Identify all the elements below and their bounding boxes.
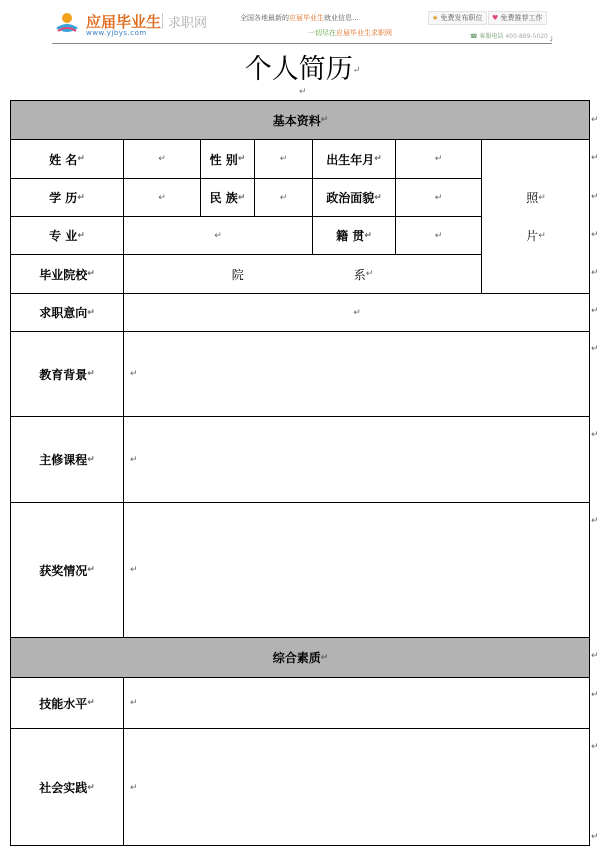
row-end-mark: ↵ — [591, 230, 599, 240]
origin-label-text: 籍 贯 — [336, 229, 365, 243]
return-mark: ↵ — [158, 192, 166, 203]
section-basic-label: 基本资料 — [272, 113, 321, 128]
return-mark: ↵ — [87, 565, 95, 575]
row-end-mark: ↵ — [591, 742, 599, 752]
star-icon: ★ — [432, 14, 439, 22]
return-mark: ↵ — [130, 782, 138, 793]
photo-char-1: 照 — [526, 191, 539, 205]
return-mark: ↵ — [77, 230, 85, 241]
hotline-number: 400-889-5020 — [505, 33, 548, 40]
return-mark: ↵ — [130, 698, 138, 708]
return-mark: ↵ — [237, 154, 246, 164]
return-mark: ↵ — [130, 565, 138, 575]
row-end-mark: ↵ — [591, 306, 599, 316]
return-mark: ↵ — [87, 269, 95, 279]
section-quality-label: 综合素质 — [272, 651, 321, 665]
practice-label-text: 社会实践 — [39, 781, 88, 795]
tagline2-prefix: 一切尽在 — [308, 29, 336, 37]
brand-divider — [162, 13, 163, 29]
site-url[interactable]: www.yjbys.com — [86, 29, 147, 37]
return-mark: ↵ — [434, 192, 443, 203]
phone-icon: ☎ — [470, 33, 478, 40]
return-mark: ↵ — [434, 230, 443, 241]
return-mark: ↵ — [130, 454, 138, 465]
tagline — [240, 13, 359, 23]
row-end-mark: ↵ — [591, 192, 599, 202]
return-mark: ↵ — [87, 782, 95, 793]
heart-icon: ♥ — [492, 14, 499, 22]
return-mark: ↵ — [365, 269, 374, 279]
return-mark: ↵ — [158, 154, 166, 164]
return-mark: ↵ — [279, 154, 288, 164]
school-xi-label: 系 — [353, 267, 366, 282]
row-end-mark: ↵ — [591, 832, 599, 842]
return-mark: ↵ — [77, 192, 85, 203]
return-mark: ↵ — [279, 192, 288, 203]
skills-label-text: 技能水平 — [39, 696, 88, 711]
paragraph-mark: ↵ — [299, 87, 307, 97]
brand-subtitle: 求职网 — [168, 16, 208, 31]
row-end-mark: ↵ — [591, 651, 599, 661]
tagline-2 — [308, 28, 392, 38]
education-label-text: 学 历 — [49, 191, 78, 205]
awards-label-text: 获奖情况 — [39, 563, 88, 578]
return-mark: ↵ — [374, 154, 382, 164]
return-mark: ↵ — [214, 230, 222, 241]
return-mark: ↵ — [77, 154, 85, 164]
row-end-mark: ↵ — [591, 115, 599, 125]
header-divider — [52, 43, 552, 44]
courses-label-text: 主修课程 — [39, 453, 88, 467]
school-label-text: 毕业院校 — [39, 267, 88, 282]
row-end-mark: ↵ — [591, 516, 599, 526]
post-job-button[interactable] — [428, 11, 487, 25]
title-return-mark: ↵ — [352, 65, 361, 76]
intent-label-text: 求职意向 — [39, 306, 88, 320]
tagline-highlight: 应届毕业生 — [289, 14, 324, 22]
return-mark: ↵ — [320, 652, 329, 663]
ethnicity-label-text: 民 族 — [209, 191, 238, 205]
row-end-mark: ↵ — [591, 153, 599, 163]
table-border — [10, 100, 590, 846]
return-mark: ↵ — [87, 698, 95, 708]
politics-label-text: 政治面貌 — [326, 191, 375, 205]
recommend-job-button[interactable] — [488, 11, 547, 25]
school-yuan-label: 院 — [231, 267, 244, 282]
row-end-mark: ↵ — [591, 268, 599, 278]
return-mark: ↵ — [320, 115, 329, 125]
return-mark: ↵ — [434, 154, 443, 164]
row-end-mark: ↵ — [591, 430, 599, 440]
tagline-suffix: 就业信息… — [324, 14, 359, 22]
edu-bg-label-text: 教育背景 — [39, 367, 88, 382]
name-label-text: 姓 名 — [49, 152, 78, 167]
page-title — [0, 47, 605, 86]
row-end-mark: ↵ — [591, 344, 599, 354]
tagline2-highlight: 应届毕业生求职网 — [336, 29, 392, 37]
row-end-mark: ↵ — [591, 690, 599, 700]
site-header — [50, 8, 555, 44]
logo-icon — [52, 8, 82, 38]
return-mark: ↵ — [87, 369, 95, 379]
return-mark: ↵ — [353, 307, 361, 318]
photo-char-2: 片 — [526, 229, 539, 243]
return-mark: ↵ — [87, 307, 95, 318]
return-mark: ↵ — [374, 192, 382, 203]
birth-label-text: 出生年月 — [326, 152, 375, 167]
post-job-label: 免费发布职位 — [440, 14, 483, 22]
hotline-label: 客服电话 — [479, 33, 504, 40]
resume-table — [10, 100, 590, 846]
return-mark: ↵ — [237, 192, 246, 203]
header-return-mark: ˩ — [549, 34, 553, 43]
return-mark: ↵ — [364, 230, 372, 241]
return-mark: ↵ — [87, 454, 95, 465]
recommend-job-label: 免费推荐工作 — [500, 14, 543, 22]
tagline-prefix: 全国各地最新的 — [240, 14, 289, 22]
hotline — [470, 31, 548, 40]
return-mark: ↵ — [538, 230, 546, 241]
major-label-text: 专 业 — [49, 229, 78, 243]
gender-label-text: 性 别 — [209, 152, 238, 167]
return-mark: ↵ — [538, 192, 546, 203]
page-title-text: 个人简历 — [244, 54, 353, 85]
return-mark: ↵ — [130, 369, 138, 379]
brand-name[interactable]: 应届毕业生 — [86, 13, 162, 31]
